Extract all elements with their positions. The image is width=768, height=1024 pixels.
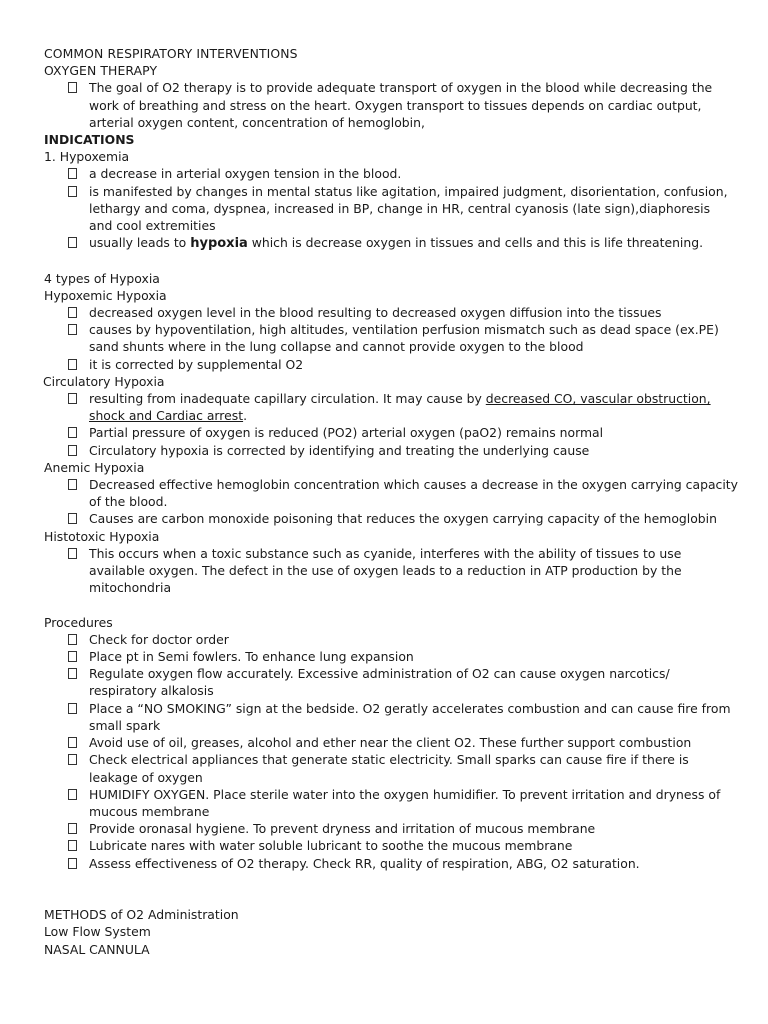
bullet-item	[44, 321, 734, 355]
document-title: COMMON RESPIRATORY INTERVENTIONS	[44, 46, 298, 61]
bullet-item	[44, 631, 734, 648]
bullet-text: Regulate oxygen flow accurately. Excessive administration of O2 can cause oxygen narcotics/	[89, 666, 670, 682]
bullet-item	[44, 665, 734, 699]
bullet-box-icon	[68, 823, 77, 834]
bullet-text: is manifested by changes in mental status like agitation, impaired judgment, disorientation, confusion,	[89, 183, 728, 199]
bullet-text: lethargy and coma, dyspnea, increased in BP, change in HR, central cyanosis (late sign),diaphoresis	[89, 200, 711, 216]
bullet-text: Causes are carbon monoxide poisoning that reduces the oxygen carrying capacity of the hemoglobin	[89, 511, 717, 527]
bold-term: hypoxia	[190, 236, 248, 252]
bullet-text: Provide oronasal hygiene. To prevent dryness and irritation of mucous membrane	[89, 821, 596, 837]
bullet-item	[44, 356, 734, 373]
bullet-box-icon	[68, 668, 77, 679]
bullet-text: arterial oxygen content, concentration of hemoglobin,	[89, 114, 425, 130]
bullet-text: leakage of oxygen	[89, 769, 203, 785]
bullet-text: of the blood.	[89, 494, 168, 510]
bullet-text	[89, 407, 734, 424]
bullet-item	[44, 700, 734, 734]
bullet-text: Check for doctor order	[89, 631, 229, 647]
bullet-item	[44, 786, 734, 820]
section-title-methods: METHODS of O2 Administration	[44, 907, 239, 923]
bullet-text-part: which is decrease oxygen in tissues and cells and this is life threatening.	[247, 235, 704, 251]
bullet-box-icon	[68, 324, 77, 335]
section-title-indications: INDICATIONS	[44, 132, 135, 148]
bullet-text: work of breathing and stress on the heart. Oxygen transport to tissues depends on cardiac output,	[89, 97, 702, 113]
bullet-text: Partial pressure of oxygen is reduced (PO2) arterial oxygen (paO2) remains normal	[89, 425, 604, 441]
bullet-box-icon	[68, 737, 77, 748]
bullet-text: Assess effectiveness of O2 therapy. Check RR, quality of respiration, ABG, O2 saturation.	[89, 855, 640, 871]
subsection-title-anemic: Anemic Hypoxia	[44, 459, 145, 475]
bullet-box-icon	[68, 445, 77, 456]
bullet-text: causes by hypoventilation, high altitudes, ventilation perfusion mismatch such as dead space (ex.PE)	[89, 322, 719, 338]
subsection-title-types: 4 types of Hypoxia	[44, 270, 160, 286]
bullet-box-icon	[68, 168, 77, 179]
bullet-text: Place pt in Semi fowlers. To enhance lung expansion	[89, 649, 414, 665]
bullet-text: The goal of O2 therapy is to provide adequate transport of oxygen in the blood while decreasing the	[89, 80, 713, 96]
bullet-text: available oxygen. The defect in the use of oxygen leads to a reduction in ATP production by the	[89, 563, 682, 579]
bullet-text: HUMIDIFY OXYGEN. Place sterile water into the oxygen humidifier. To prevent irritation and dryness of	[89, 786, 721, 802]
bullet-text: mitochondria	[89, 580, 172, 596]
bullet-box-icon	[68, 789, 77, 800]
bullet-text-part: resulting from inadequate capillary circulation. It may cause by	[89, 391, 486, 407]
bullet-box-icon	[68, 703, 77, 714]
bullet-text: Circulatory hypoxia is corrected by identifying and treating the underlying cause	[89, 442, 590, 458]
bullet-item	[44, 820, 734, 837]
bullet-item	[44, 476, 738, 510]
bullet-box-icon	[68, 307, 77, 318]
bullet-item	[44, 183, 734, 235]
underlined-text: shock and Cardiac arrest	[89, 408, 244, 424]
subsection-title-nasal-cannula: NASAL CANNULA	[44, 941, 150, 957]
subsection-title-histotoxic: Histotoxic Hypoxia	[44, 528, 160, 544]
bullet-box-icon	[68, 186, 77, 197]
bullet-text: a decrease in arterial oxygen tension in the blood.	[89, 166, 402, 182]
document-body	[43, 45, 738, 958]
bullet-item	[44, 165, 734, 182]
subsection-title-hypoxemic: Hypoxemic Hypoxia	[44, 287, 167, 303]
bullet-item	[44, 648, 734, 665]
bullet-box-icon	[68, 634, 77, 645]
bullet-item	[44, 234, 734, 252]
bullet-box-icon	[68, 754, 77, 765]
bullet-text	[89, 234, 734, 252]
bullet-text: small spark	[89, 717, 161, 733]
bullet-box-icon	[68, 858, 77, 869]
bullet-text	[89, 390, 734, 407]
bullet-item	[44, 79, 734, 131]
bullet-item	[44, 855, 734, 872]
bullet-item	[44, 424, 734, 441]
bullet-text: This occurs when a toxic substance such as cyanide, interferes with the ability of tissues to use	[89, 545, 682, 561]
bullet-box-icon	[68, 393, 77, 404]
bullet-box-icon	[68, 82, 77, 93]
bullet-box-icon	[68, 427, 77, 438]
bullet-box-icon	[68, 237, 77, 248]
bullet-text: respiratory alkalosis	[89, 683, 214, 699]
bullet-box-icon	[68, 651, 77, 662]
subsection-title-hypoxemia: 1. Hypoxemia	[44, 149, 130, 165]
bullet-item	[44, 442, 734, 459]
bullet-text: it is corrected by supplemental O2	[89, 356, 304, 372]
bullet-text: Place a “NO SMOKING” sign at the bedside. O2 geratly accelerates combustion and can cause fire from	[89, 700, 731, 716]
bullet-text: sand shunts where in the lung collapse and cannot provide oxygen to the blood	[89, 339, 584, 355]
bullet-text: Check electrical appliances that generate static electricity. Small sparks can cause fire if there is	[89, 752, 689, 768]
bullet-text: mucous membrane	[89, 803, 210, 819]
bullet-item	[44, 545, 734, 597]
bullet-text: and cool extremities	[89, 218, 216, 234]
bullet-text: Lubricate nares with water soluble lubricant to soothe the mucous membrane	[89, 838, 573, 854]
bullet-item	[44, 837, 734, 854]
bullet-item	[44, 390, 734, 424]
bullet-text: Decreased effective hemoglobin concentration which causes a decrease in the oxygen carrying capacity	[89, 477, 738, 493]
bullet-box-icon	[68, 840, 77, 851]
bullet-text: decreased oxygen level in the blood resulting to decreased oxygen diffusion into the tissues	[89, 305, 662, 321]
subsection-title-low-flow: Low Flow System	[44, 924, 151, 940]
bullet-item	[44, 751, 734, 785]
bullet-item	[44, 734, 734, 751]
bullet-box-icon	[68, 479, 77, 490]
bullet-box-icon	[68, 513, 77, 524]
bullet-item	[44, 304, 734, 321]
underlined-text: decreased CO, vascular obstruction,	[485, 391, 711, 407]
section-title-procedures: Procedures	[44, 614, 113, 630]
bullet-text-part: usually leads to	[89, 235, 191, 251]
bullet-box-icon	[68, 359, 77, 370]
section-title-oxygen-therapy: OXYGEN THERAPY	[44, 63, 158, 79]
bullet-box-icon	[68, 548, 77, 559]
bullet-text: Avoid use of oil, greases, alcohol and ether near the client O2. These further support combustion	[89, 735, 692, 751]
bullet-text-part: .	[243, 408, 248, 424]
subsection-title-circulatory: Circulatory Hypoxia	[43, 373, 165, 389]
bullet-item	[44, 510, 734, 527]
